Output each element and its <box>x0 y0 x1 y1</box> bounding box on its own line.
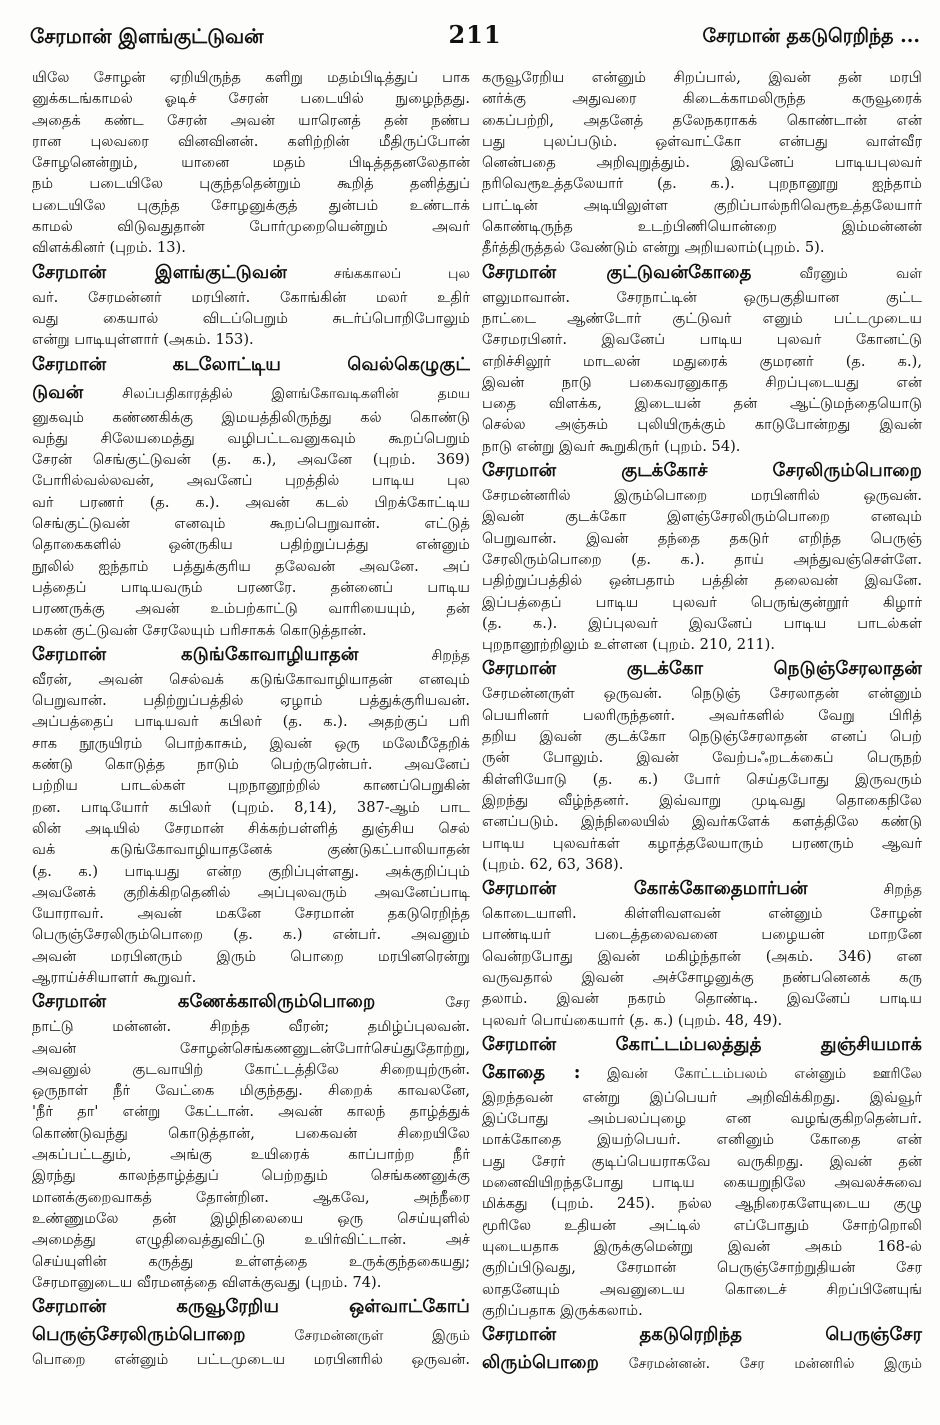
text-line: பாடிய புலவர்கள் கழாத்தலேயாரும் பரணரும் ஆவர் <box>482 834 922 852</box>
text-line: புறநானூற்றிலும் உள்ளன (புறம். 210, 211). <box>482 636 775 654</box>
entry-head-line <box>32 259 470 287</box>
text-line: இறந்தவன் என்று இப்பெயர் அறிவிக்கிறது. இவ்வூர் <box>482 1088 922 1106</box>
definition-text: சேரமன்னன். சேர மன்னரில் இரும் <box>628 1356 922 1373</box>
entry-headword: கோதை : <box>482 1061 581 1083</box>
text-line: வக் கடுங்கோவாழியாதனேக் குண்டுகட்பாலியாதன் <box>32 841 470 859</box>
entry-head-line <box>32 988 470 1016</box>
entry-head-line <box>482 259 922 287</box>
text-line: அமைத்து எழுதிவைத்துவிட்டு உயிர்விட்டான். அச் <box>32 1231 470 1249</box>
text-line: பது புலப்படும். ஒள்வாட்கோ என்பது வாள்வீர <box>482 132 922 150</box>
right-column <box>482 67 922 1377</box>
text-line: நூலில் ஐந்தாம் பத்துக்குரிய தலேவன் அவனே. அப் <box>32 557 470 575</box>
text-line: காமல் விடுவதுதான் போர்முறையென்றும் அவர் <box>32 218 470 236</box>
text-line: படையிலே புகுந்த சோழனுக்குத் துன்பம் உண்டாக் <box>32 196 470 214</box>
text-line: ரான புலவரை வினவினன். களிற்றின் மீதிருப்போன் <box>32 132 470 150</box>
text-line: கொண்டுவந்து கொடுத்தான், பகைவன் சிறையிலே <box>32 1124 470 1142</box>
entry-head-line <box>482 875 922 903</box>
text-line: வர் பரணர் (த. க.). அவன் கடல் பிறக்கோட்டிய <box>32 493 470 511</box>
text-line: மகன் குட்டுவன் சேரலேயும் பரிசாகக் கொடுத்தான். <box>32 621 367 639</box>
entry-headword: சேரமான் கணேக்காலிரும்பொறை <box>32 991 376 1013</box>
text-line: (புறம். 62, 63, 368). <box>482 855 624 873</box>
text-line: குறிப்பதாக இருக்கலாம். <box>482 1301 643 1319</box>
entry-head-line <box>32 641 470 669</box>
text-line: நாட்டை ஆண்டோர் குட்டுவர் எனும் பட்டமுடைய <box>482 309 922 327</box>
dictionary-entry <box>32 351 470 641</box>
text-line: சேரமன்னருள் ஒருவன். நெடுஞ் சேரலாதன் என்னும் <box>482 685 922 703</box>
dictionary-entry <box>32 988 470 1293</box>
text-line: பற்றிய பாடல்கள் புறநானூற்றில் காணப்பெறுகின் <box>32 777 470 795</box>
text-line: பெறுவான். பதிற்றுப்பத்தில் ஏழாம் பத்துக்குரியவன். <box>32 692 470 710</box>
text-line: எனப்படும். இந்நிலையில் இவர்களேக் களத்திலே கண்டு <box>482 813 922 831</box>
text-line: அவன் சோழன்செங்கணனுடன்போர்செய்துதோற்று, <box>32 1039 470 1057</box>
entry-headword: டுவன் <box>32 381 84 403</box>
entry-head-line <box>482 1059 922 1087</box>
text-line: ஒருநாள் நீர் வேட்கை மிகுந்தது. சிறைக் காவலனே, <box>32 1082 470 1100</box>
entry-headword: சேரமான் கருவூரேறிய ஒள்வாட்கோப் <box>32 1296 470 1318</box>
definition-text: சிலப்பதிகாரத்தில் இளங்கோவடிகளின் தமய <box>122 385 471 402</box>
dictionary-entry <box>32 259 470 351</box>
dictionary-entry <box>482 1321 922 1377</box>
text-line: லாதனேயும் அவனுடைய கொடைச் சிறப்பினேயுங் <box>482 1280 922 1298</box>
text-line: நரிவெரூஉத்தலேயார் (த. க.). புறநானூறு ஐந்தாம் <box>482 175 922 193</box>
text-line: என்று பாடியுள்ளார் (அகம். 153). <box>32 331 254 349</box>
text-line: எறிச்சிலூர் மாடலன் மதுரைக் குமரனர் (த. க.), <box>482 352 922 370</box>
entry-head-line <box>32 351 470 379</box>
entry-headword: சேரமான் கடுங்கோவாழியாதன் <box>32 643 359 665</box>
text-line: மூரிலே உதியன் அட்டில் எப்போதும் சோற்றொலி <box>482 1216 922 1234</box>
text-line: செய்யுளின் கருத்து உள்ளத்தை உருக்குந்தகையது; <box>32 1252 470 1270</box>
entry-headword: சேரமான் கடலோட்டிய வெல்கெழுகுட் <box>32 353 470 375</box>
text-line: அப்பத்தைப் பாடியவர் கபிலர் (த. க.). அதற்குப் பரி <box>32 713 470 731</box>
text-line: மாக்கோதை இயற்பெயர். எனினும் கோதை என் <box>482 1131 922 1149</box>
text-line: (த. க.). இப்புலவர் இவனேப் பாடிய பாடல்கள் <box>482 614 922 632</box>
entry-head-line <box>482 1031 922 1059</box>
text-line: பாண்டியர் படைத்தலைவனை பழையன் மாறனே <box>482 926 922 944</box>
text-line: அகப்பட்டதும், அங்கு உயிரைக் காப்பாற்ற நீர் <box>32 1146 470 1164</box>
definition-text: சிறந்த <box>883 882 922 899</box>
entry-head-line <box>482 655 922 683</box>
continued-text <box>32 67 470 259</box>
text-line: குறிப்பிடுவது, சேரமான் பெருஞ்சோற்றுதியன் சேர <box>482 1259 922 1277</box>
text-line: வென்றபோது இவன் மகிழ்ந்தான் (அகம். 346) என <box>482 947 922 965</box>
text-line: சேரமன்னரில் இரும்பொறை மரபினரில் ஒருவன். <box>482 487 922 505</box>
text-line: னுகவும் கண்ணகிக்கு இமயத்திலிருந்து கல் கொண்டு <box>32 408 470 426</box>
text-line: புலவர் பொய்கையார் (த. க.) (புறம். 48, 49). <box>482 1011 783 1029</box>
text-line: ஆராய்ச்சியாளர் கூறுவர். <box>32 968 197 986</box>
entry-headword: சேரமான் கோட்டம்பலத்துத் துஞ்சியமாக் <box>482 1033 922 1055</box>
text-line: வது கையால் விடப்பெறும் சுடர்ப்பொறிபோலும் <box>32 309 470 327</box>
text-line: யுடையதாக இருக்குமென்று இவன் அகம் 168-ல் <box>482 1237 922 1255</box>
text-line: னர்க்கு அதுவரை கிடைக்காமலிருந்த கருவூரைக் <box>482 90 922 108</box>
definition-text: சிறந்த <box>431 647 471 664</box>
text-line: செங்குட்டுவன் எனவும் கூறப்பெறுவான். எட்டுத் <box>32 515 470 533</box>
text-line: வர். சேரமன்னர் மரபினர். கோங்கின் மலர் உதிர் <box>32 288 470 306</box>
text-line: கொண்டிருந்த உடற்பிணியொன்றை இம்மன்னன் <box>482 218 922 236</box>
text-line: மானக்குறைவாகத் தோன்றின. ஆகவே, அந்நீரை <box>32 1188 470 1206</box>
text-line: சேரமரபினர். இவனேப் பாடிய புலவர் கோனட்டு <box>482 331 922 349</box>
text-line: தலாம். இவன் நகரம் தொண்டி. இவனேப் பாடிய <box>482 990 922 1008</box>
text-line: பதிற்றுப்பத்தில் ஒன்பதாம் பத்தின் தலைவன் இவனே. <box>482 572 922 590</box>
text-line: பெயரினர் பலரிருந்தனர். அவர்களில் வேறு பிரித் <box>482 706 922 724</box>
text-line: யிலே சோழன் ஏறியிருந்த களிறு மதம்பிடித்துப் பாக <box>32 69 470 86</box>
text-line: அவனேக் குறிக்கிறதெனில் அப்புலவரும் அவனேப்பாடி <box>32 883 470 901</box>
text-line: றன. பாடியோர் கபிலர் (புறம். 8,14), 387-ஆம் பாட <box>32 798 470 816</box>
text-line: நாடு என்று இவர் கூறுகிருர் (புறம். 54). <box>482 437 741 455</box>
entry-headword: சேரமான் குடக்கோ நெடுஞ்சேரலாதன் <box>482 658 922 680</box>
text-line: இப்போது அம்பலப்புழை என வழங்குகிறதென்பர். <box>482 1110 922 1128</box>
text-line: தொகைகளில் ஒன்ருகிய பதிற்றுப்பத்து என்னும் <box>32 536 470 554</box>
entry-head-line <box>32 379 470 407</box>
text-line: சோழனென்றும், யானை மதம் பிடித்ததனலேதான் <box>32 154 470 172</box>
text-line: யோராவர். அவன் மகனே சேரமான் தகடுரெறிந்த <box>32 905 470 923</box>
text-line: பதை விளக்க, இடையன் தன் ஆட்டுமந்தையொடு <box>482 395 922 413</box>
text-line: இரந்து காலந்தாழ்த்துப் பெற்றதும் செங்கணனுக்கு <box>32 1167 470 1185</box>
running-head-left: சேரமான் இளங்குட்டுவன் <box>30 24 264 48</box>
dictionary-entry <box>482 875 922 1031</box>
text-line: பரணருக்கு அவன் உம்பற்காட்டு வாரியையும், தன் <box>32 600 470 618</box>
text-line: இப்பத்தைப் பாடிய புலவர் பெருங்குன்றூர் கிழார் <box>482 593 922 611</box>
entry-headword: சேரமான் தகடுரெறிந்த பெருஞ்சேர <box>482 1324 922 1346</box>
text-line: ருன் போலும். இவன் வேற்பஃறடக்கைப் பெருநற் <box>482 749 922 767</box>
entry-headword: சேரமான் குட்டுவன்கோதை <box>482 261 752 283</box>
text-line: இறந்து வீழ்ந்தனர். இவ்வாறு முடிவது தொகைநிலே <box>482 791 922 809</box>
text-line: விளக்கினர் (புறம். 13). <box>32 239 186 257</box>
running-head-right: சேரமான் தகடுரெறிந்த ... <box>702 25 920 47</box>
entry-head-line <box>482 457 922 485</box>
text-line: கைப்பற்றி, அதனேத் தலேநகராகக் கொண்டான் என் <box>482 111 922 129</box>
text-line: அவனுல் குடவாயிற் கோட்டத்திலே சிறையுற்ருன். <box>32 1060 470 1078</box>
continued-text <box>482 67 922 259</box>
text-line: கிள்ளியோடு (த. க.) போர் செய்தபோது இருவரும் <box>482 770 922 788</box>
text-line: பது சேரர் குடிப்பெயராகவே வருகிறது. இவன் தன் <box>482 1152 922 1170</box>
entry-head-line <box>482 1321 922 1349</box>
text-line: லின் அடியில் சேரமான் சிக்கற்பள்ளித் துஞ்சிய செல் <box>32 819 470 837</box>
definition-text: இவன் கோட்டம்பலம் என்னும் ஊரிலே <box>607 1065 922 1082</box>
text-line: னுக்கடங்காமல் ஓடிச் சேரன் படையில் நுழைந்தது. <box>32 90 470 108</box>
text-line: போரில்வல்லவன், அவனேப் புறத்தில் பாடிய புல <box>32 472 470 490</box>
text-line: பத்தைப் பாடியவரும் பரணரே. தன்னைப் பாடிய <box>32 578 470 596</box>
text-line: சேரன் செங்குட்டுவன் (த. க.), அவனே (புறம். 369) <box>32 451 470 469</box>
dictionary-entry <box>32 1293 470 1370</box>
running-header <box>0 0 940 60</box>
text-line: சாக நூருயிரம் பொற்காசும், இவன் ஒரு மலேமீதேறிக் <box>32 734 470 752</box>
text-line: நாட்டு மன்னன். சிறந்த வீரன்; தமிழ்ப்புலவன். <box>32 1018 470 1036</box>
left-column <box>32 67 470 1370</box>
text-line: சேரமானுடைய வீரமனத்தை விளக்குவது (புறம். 74). <box>32 1273 382 1291</box>
definition-text: சங்ககாலப் புல <box>333 265 470 282</box>
text-line: தறிய இவன் குடக்கோ நெடுஞ்சேரலாதன் எனப் பெற் <box>482 728 922 746</box>
text-line: தீர்த்திருத்தல் வேண்டும் என்று அறியலாம்(புறம். 5). <box>482 239 825 257</box>
text-line: அவன் மரபினரும் இரும் பொறை மரபினரென்று <box>32 947 470 965</box>
text-line: நம் படையிலே புகுந்ததென்றும் கூறித் தனித்துப் <box>32 175 470 193</box>
text-line: கண்டு கொடுத்த நாடும் பெற்ருரென்பர். அவனேப் <box>32 756 470 774</box>
definition-text: சேர <box>445 995 471 1012</box>
text-line: னென்பதை அறிவுறுத்தும். இவனேப் பாடியபுலவர் <box>482 154 922 172</box>
text-line: உண்ணுமலே தன் இழிநிலையை ஒரு செய்யுளில் <box>32 1209 470 1227</box>
text-line: பெறுவான். இவன் தந்தை தகடுர் எறிந்த பெருஞ் <box>482 529 922 547</box>
dictionary-entry <box>482 655 922 875</box>
text-line: கருவூரேறிய என்னும் சிறப்பால், இவன் தன் மரபி <box>482 69 922 86</box>
text-line: பொறை என்னும் பட்டமுடைய மரபினரில் ஒருவன். <box>32 1351 470 1369</box>
text-line: பெருஞ்சேரலிரும்பொறை (த. க.) என்பர். அவனும் <box>32 926 470 944</box>
text-line: கொடையாளி. கிள்ளிவளவன் என்னும் சோழன் <box>482 905 922 923</box>
definition-text: வீரனும் வள் <box>799 265 923 282</box>
entry-headword: சேரமான் கோக்கோதைமார்பன் <box>482 878 808 900</box>
entry-headword: லிரும்பொறை <box>482 1352 599 1374</box>
dictionary-entry <box>32 641 470 988</box>
dictionary-entry <box>482 259 922 457</box>
text-line: ளலுமாவான். சேரநாட்டின் ஒருபகுதியான குட்ட <box>482 288 922 306</box>
text-line: இவன் நாடு பகைவரனுகாத சிறப்புடையது என் <box>482 373 922 391</box>
entry-headword: பெருஞ்சேரலிரும்பொறை <box>32 1324 246 1346</box>
entry-headword: சேரமான் குடக்கோச் சேரலிரும்பொறை <box>482 460 922 482</box>
text-line: வீரன், அவன் செல்வக் கடுங்கோவாழியாதன் எனவும் <box>32 670 470 688</box>
entry-head-line <box>32 1321 470 1349</box>
text-line: மனைவியிறந்தபோது பாடிய கையறுநிலே அவலச்சுவை <box>482 1174 922 1192</box>
text-line: 'நீர் தா' என்று கேட்டான். அவன் காலந் தாழ்த்துக் <box>32 1103 470 1121</box>
text-line: (த. க.) பாடியது என்ற குறிப்புள்ளது. அக்குறிப்பும் <box>32 862 470 880</box>
text-line: பாட்டின் அடியிலுள்ள குறிப்பால்நரிவெரூஉத்தலேயார் <box>482 196 922 214</box>
text-line: செல்ல அஞ்சும் புலியிருக்கும் காடுபோன்றது இவன் <box>482 416 922 434</box>
text-line: மிக்கது (புறம். 245). நல்ல ஆநிரைகளேயுடைய குழு <box>482 1195 922 1213</box>
definition-text: சேரமன்னருள் இரும் <box>294 1328 470 1345</box>
text-line: அதைக் கண்ட சேரன் அவன் யாரெனத் தன் நண்ப <box>32 111 470 129</box>
dictionary-entry <box>482 1031 922 1321</box>
entry-head-line <box>32 1293 470 1321</box>
entry-headword: சேரமான் இளங்குட்டுவன் <box>32 261 288 283</box>
text-line: வந்து சிலேயமைத்து வழிபட்டவனுகவும் கூறப்பெறும் <box>32 429 470 447</box>
text-line: இவன் குடக்கோ இளஞ்சேரலிரும்பொறை எனவும் <box>482 508 922 526</box>
entry-head-line <box>482 1349 922 1377</box>
text-line: சேரலிரும்பொறை (த. க.). தாய் அந்துவஞ்செள்ளே. <box>482 550 922 568</box>
page-number: 211 <box>448 20 502 49</box>
dictionary-entry <box>482 457 922 655</box>
text-line: வருவதால் இவன் அச்சோழனுக்கு நண்பனெனக் கரு <box>482 968 922 986</box>
